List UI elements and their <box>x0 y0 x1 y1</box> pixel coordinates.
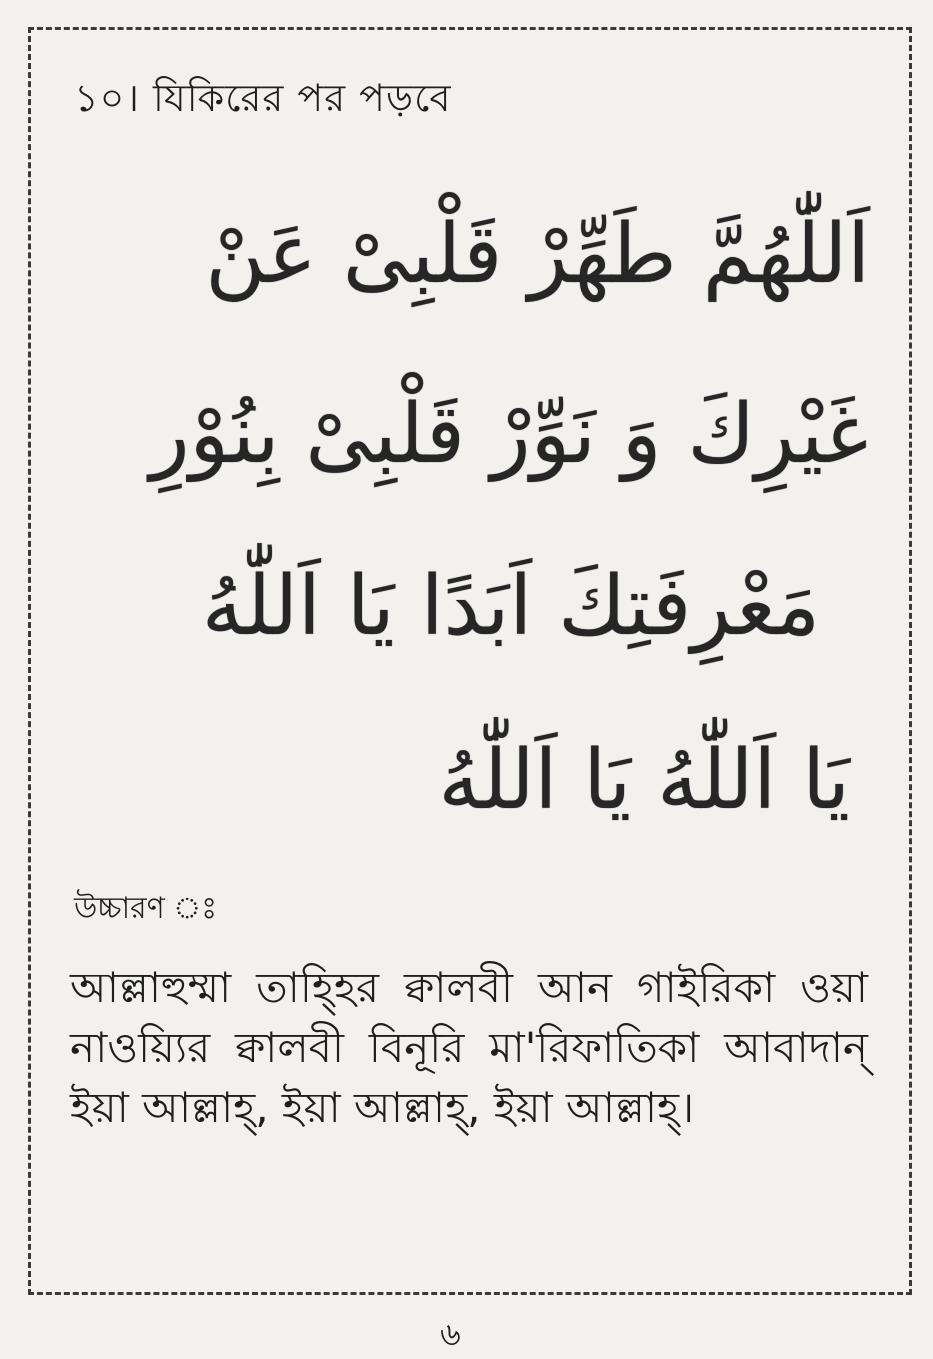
page-number: ৬ <box>440 1315 461 1353</box>
arabic-line: اَللّٰهُمَّ طَهِّرْ قَلْبِىْ عَنْ <box>205 207 870 302</box>
section-heading: ১০। যিকিরের পর পড়বে <box>74 76 452 120</box>
pronunciation-text: আল্লাহুম্মা তাহ্হির ক্বালবী আন গাইরিকা ওয়া নাওয়্যির ক্বালবী বিনূরি মা'রিফাতিকা আবাদান্ ইয়া আল্লাহ্, ইয়া আল্লাহ্, ইয়া আল্লাহ্। <box>70 963 868 1132</box>
arabic-line: يَا اَللّٰهُ يَا اَللّٰهُ <box>438 733 850 828</box>
pronunciation-label: উচ্চারণ ঃ <box>74 891 218 926</box>
arabic-line: غَيْرِكَ وَ نَوِّرْ قَلْبِىْ بِنُوْرِ <box>149 387 868 482</box>
arabic-line: مَعْرِفَتِكَ اَبَدًا يَا اَللّٰهُ <box>201 559 820 654</box>
